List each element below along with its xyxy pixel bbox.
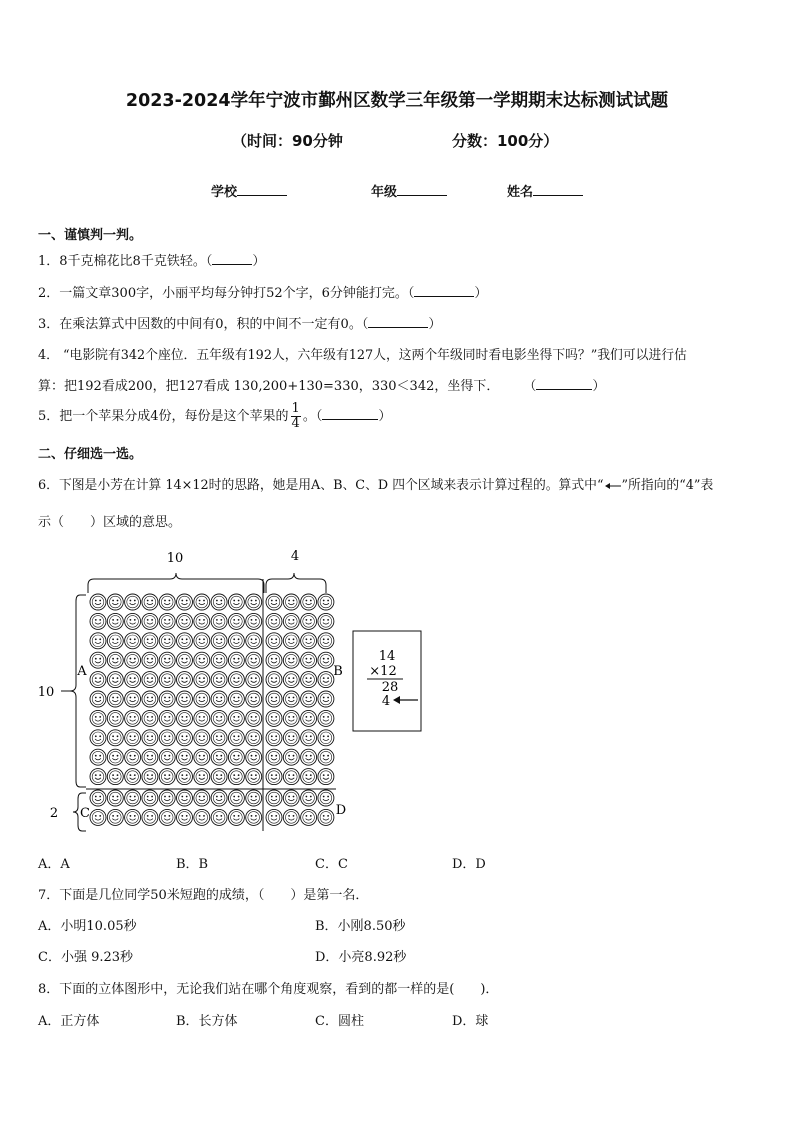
question-4-line2 xyxy=(38,375,605,394)
top-left-label: 10 xyxy=(166,551,184,566)
question-6-line1 xyxy=(38,474,713,493)
smiley-face-icon xyxy=(142,652,158,668)
left-arrow-icon xyxy=(604,481,622,491)
top-right-label: 4 xyxy=(290,549,300,564)
question-5 xyxy=(38,402,391,431)
smiley-face-icon xyxy=(90,749,106,765)
smiley-face-icon xyxy=(142,730,158,746)
smiley-face-icon xyxy=(194,809,210,825)
smiley-face-icon xyxy=(266,790,282,806)
paren-open: （ xyxy=(523,379,537,394)
smiley-face-icon xyxy=(318,809,334,825)
smiley-face-icon xyxy=(318,710,334,726)
smiley-face-icon xyxy=(107,691,123,707)
smiley-face-icon xyxy=(194,769,210,785)
question-6-text: 6．下图是小芳在计算 14×12时的思路，她是用A、B、C、D 四个区域来表示计算过程的。算式中“ xyxy=(38,478,604,493)
smiley-face-icon xyxy=(246,790,262,806)
smiley-face-icon xyxy=(177,790,193,806)
q7-option-b[interactable]: B．小刚8.50秒 xyxy=(315,919,406,934)
smiley-face-icon xyxy=(90,613,106,629)
smiley-face-icon xyxy=(266,809,282,825)
smiley-face-icon xyxy=(301,672,317,688)
smiley-face-icon xyxy=(211,691,227,707)
smiley-face-icon xyxy=(90,672,106,688)
smiley-face-icon xyxy=(90,594,106,610)
calc-partial-2: 4 xyxy=(381,694,391,709)
smiley-face-icon xyxy=(211,672,227,688)
smiley-face-icon xyxy=(107,730,123,746)
smiley-face-icon xyxy=(107,652,123,668)
smiley-face-icon xyxy=(107,710,123,726)
smiley-face-icon xyxy=(90,633,106,649)
name-blank[interactable] xyxy=(533,181,583,196)
exam-time: （时间：90分钟 xyxy=(232,132,343,150)
smiley-face-icon xyxy=(246,710,262,726)
smiley-face-icon xyxy=(283,672,299,688)
smiley-face-icon xyxy=(125,809,141,825)
smiley-face-icon xyxy=(107,633,123,649)
name-label: 姓名 xyxy=(507,185,534,200)
smiley-face-icon xyxy=(283,730,299,746)
smiley-face-icon xyxy=(246,594,262,610)
smiley-face-icon xyxy=(125,691,141,707)
question-4-text: 算：把192看成200，把127看成 130,200+130=330，330＜342，坐得下． xyxy=(38,379,500,394)
smiley-face-icon xyxy=(142,769,158,785)
smiley-face-icon xyxy=(211,769,227,785)
smiley-face-icon xyxy=(246,749,262,765)
smiley-face-icon xyxy=(228,710,244,726)
smiley-face-icon xyxy=(177,809,193,825)
smiley-face-icon xyxy=(177,691,193,707)
smiley-face-icon xyxy=(228,790,244,806)
q6-option-b[interactable]: B．B xyxy=(176,857,209,872)
smiley-face-icon xyxy=(159,790,175,806)
smiley-face-icon xyxy=(228,809,244,825)
region-c-label: C xyxy=(80,806,90,821)
smiley-face-icon xyxy=(228,672,244,688)
q8-option-c[interactable]: C．圆柱 xyxy=(315,1014,364,1029)
smiley-face-icon xyxy=(194,691,210,707)
smiley-face-icon xyxy=(266,672,282,688)
smiley-face-icon xyxy=(266,710,282,726)
smiley-face-icon xyxy=(246,730,262,746)
smiley-face-icon xyxy=(211,809,227,825)
q8-option-d[interactable]: D．球 xyxy=(452,1014,489,1029)
smiley-face-icon xyxy=(107,749,123,765)
smiley-face-icon xyxy=(318,769,334,785)
smiley-face-icon xyxy=(283,790,299,806)
answer-blank-4[interactable] xyxy=(536,377,592,390)
smiley-face-icon xyxy=(159,613,175,629)
question-6-line2: 示（ ）区域的意思。 xyxy=(38,515,182,530)
question-2-text: 2．一篇文章300字，小丽平均每分钟打52个字，6分钟能打完。（ xyxy=(38,286,415,301)
smiley-face-icon xyxy=(142,809,158,825)
smiley-face-icon xyxy=(194,613,210,629)
smiley-face-icon xyxy=(125,710,141,726)
smiley-face-icon xyxy=(246,672,262,688)
answer-blank-2[interactable] xyxy=(414,284,474,297)
smiley-face-icon xyxy=(211,790,227,806)
smiley-grid-figure xyxy=(30,545,430,835)
smiley-face-icon xyxy=(125,790,141,806)
smiley-face-icon xyxy=(125,613,141,629)
smiley-face-icon xyxy=(318,730,334,746)
smiley-face-icon xyxy=(228,613,244,629)
calc-multiplicand: 14 xyxy=(378,649,396,664)
smiley-face-icon xyxy=(177,672,193,688)
smiley-face-icon xyxy=(142,710,158,726)
smiley-face-icon xyxy=(107,809,123,825)
smiley-face-icon xyxy=(159,633,175,649)
question-5-text: 5．把一个苹果分成4份，每份是这个苹果的 xyxy=(38,409,289,424)
smiley-face-icon xyxy=(301,730,317,746)
smiley-face-icon xyxy=(246,691,262,707)
smiley-face-icon xyxy=(318,633,334,649)
question-3 xyxy=(38,313,441,332)
smiley-face-icon xyxy=(142,691,158,707)
smiley-face-icon xyxy=(159,594,175,610)
question-5-post: 。（ xyxy=(302,409,323,424)
smiley-face-icon xyxy=(125,730,141,746)
smiley-face-icon xyxy=(318,652,334,668)
smiley-face-icon xyxy=(194,594,210,610)
smiley-face-icon xyxy=(142,613,158,629)
smiley-face-icon xyxy=(90,652,106,668)
q8-option-a[interactable]: A．正方体 xyxy=(38,1014,100,1029)
smiley-face-icon xyxy=(228,691,244,707)
smiley-face-icon xyxy=(211,749,227,765)
exam-title: 2023-2024学年宁波市鄞州区数学三年级第一学期期末达标测试试题 xyxy=(125,91,669,111)
smiley-face-icon xyxy=(142,790,158,806)
question-3-text: 3．在乘法算式中因数的中间有0，积的中间不一定有0。（ xyxy=(38,317,369,332)
smiley-face-icon xyxy=(159,769,175,785)
smiley-face-icon xyxy=(107,790,123,806)
smiley-face-icon xyxy=(318,613,334,629)
left-arrow-icon xyxy=(393,696,418,704)
grade-blank[interactable] xyxy=(397,181,447,196)
smiley-face-icon xyxy=(228,633,244,649)
smiley-face-icon xyxy=(159,749,175,765)
fraction-numerator: 1 xyxy=(291,401,300,416)
answer-blank-5[interactable] xyxy=(322,407,378,420)
smiley-face-icon xyxy=(301,613,317,629)
question-1-text: 1．8千克棉花比8千克铁轻。（ xyxy=(38,254,213,269)
smiley-face-icon xyxy=(318,594,334,610)
q7-option-a[interactable]: A．小明10.05秒 xyxy=(38,919,137,934)
smiley-face-icon xyxy=(266,594,282,610)
smiley-face-icon xyxy=(194,730,210,746)
smiley-face-icon xyxy=(194,749,210,765)
smiley-face-icon xyxy=(90,710,106,726)
smiley-face-icon xyxy=(301,710,317,726)
smiley-face-icon xyxy=(194,672,210,688)
smiley-face-icon xyxy=(301,769,317,785)
smiley-face-icon xyxy=(283,594,299,610)
smiley-face-icon xyxy=(194,652,210,668)
smiley-face-icon xyxy=(211,710,227,726)
smiley-face-icon xyxy=(107,769,123,785)
smiley-face-icon xyxy=(142,633,158,649)
grade-field[interactable] xyxy=(371,181,447,200)
grade-label: 年级 xyxy=(371,185,398,200)
question-7: 7．下面是几位同学50米短跑的成绩，（ ）是第一名． xyxy=(38,888,369,903)
smiley-face-icon xyxy=(283,809,299,825)
smiley-face-icon xyxy=(107,594,123,610)
smiley-face-icon xyxy=(177,730,193,746)
question-2 xyxy=(38,282,487,301)
smiley-face-icon xyxy=(90,730,106,746)
q6-option-a[interactable]: A．A xyxy=(38,857,70,872)
smiley-face-icon xyxy=(301,749,317,765)
smiley-face-icon xyxy=(90,809,106,825)
smiley-face-icon xyxy=(159,710,175,726)
smiley-face-icon xyxy=(266,613,282,629)
smiley-face-icon xyxy=(246,809,262,825)
fraction-denominator: 4 xyxy=(291,416,300,431)
smiley-face-icon xyxy=(301,691,317,707)
smiley-face-icon xyxy=(301,790,317,806)
question-6-text-b: ”所指向的“4”表 xyxy=(621,478,714,493)
school-field[interactable] xyxy=(211,181,287,200)
smiley-face-icon xyxy=(266,652,282,668)
school-blank[interactable] xyxy=(237,181,287,196)
smiley-face-icon xyxy=(246,633,262,649)
left-big-label: 10 xyxy=(37,685,55,700)
smiley-face-icon xyxy=(125,633,141,649)
q8-option-b[interactable]: B．长方体 xyxy=(176,1014,238,1029)
smiley-face-icon xyxy=(142,672,158,688)
smiley-face-icon xyxy=(266,749,282,765)
smiley-face-icon xyxy=(159,809,175,825)
region-b-label: B xyxy=(333,664,343,679)
calc-partial-1: 28 xyxy=(381,680,399,695)
paren-close: ） xyxy=(378,409,392,424)
smiley-face-icon xyxy=(177,710,193,726)
left-small-label: 2 xyxy=(49,806,59,821)
smiley-face-icon xyxy=(90,790,106,806)
question-4-line1: 4． “电影院有342个座位．五年级有192人，六年级有127人，这两个年级同时看电影坐得下吗？”我们可以进行估 xyxy=(38,348,687,363)
question-1 xyxy=(38,250,265,269)
q6-option-d[interactable]: D．D xyxy=(452,857,486,872)
smiley-face-icon xyxy=(301,633,317,649)
q6-option-c[interactable]: C．C xyxy=(315,857,348,872)
smiley-face-icon xyxy=(283,613,299,629)
smiley-face-icon xyxy=(194,790,210,806)
paren-close: ） xyxy=(592,379,606,394)
q7-option-d[interactable]: D．小亮8.92秒 xyxy=(315,950,407,965)
smiley-face-icon xyxy=(228,749,244,765)
smiley-face-icon xyxy=(211,633,227,649)
smiley-face-icon xyxy=(246,613,262,629)
smiley-face-icon xyxy=(90,769,106,785)
smiley-face-icon xyxy=(246,769,262,785)
smiley-face-icon xyxy=(283,633,299,649)
smiley-face-icon xyxy=(228,769,244,785)
smiley-face-icon xyxy=(159,652,175,668)
smiley-face-icon xyxy=(211,594,227,610)
smiley-face-icon xyxy=(177,633,193,649)
smiley-face-icon xyxy=(142,594,158,610)
smiley-face-icon xyxy=(107,672,123,688)
smiley-face-icon xyxy=(142,749,158,765)
top-right-brace xyxy=(266,573,326,593)
smiley-face-icon xyxy=(228,652,244,668)
smiley-face-icon xyxy=(318,749,334,765)
smiley-face-icon xyxy=(177,613,193,629)
answer-blank-3[interactable] xyxy=(368,315,428,328)
smiley-face-icon xyxy=(125,769,141,785)
smiley-face-icon xyxy=(159,730,175,746)
left-big-brace xyxy=(70,595,86,787)
smiley-face-icon xyxy=(283,769,299,785)
smiley-face-icon xyxy=(266,730,282,746)
smiley-grid xyxy=(90,594,334,825)
smiley-face-icon xyxy=(177,652,193,668)
smiley-face-icon xyxy=(125,672,141,688)
smiley-face-icon xyxy=(90,691,106,707)
question-8: 8．下面的立体图形中，无论我们站在哪个角度观察，看到的都一样的是( )． xyxy=(38,982,499,997)
smiley-face-icon xyxy=(211,652,227,668)
smiley-face-icon xyxy=(177,749,193,765)
calc-multiplier: ×12 xyxy=(369,664,397,679)
smiley-face-icon xyxy=(194,633,210,649)
smiley-face-icon xyxy=(211,613,227,629)
smiley-face-icon xyxy=(283,710,299,726)
smiley-face-icon xyxy=(125,594,141,610)
smiley-face-icon xyxy=(246,652,262,668)
exam-score: 分数：100分） xyxy=(452,132,559,150)
smiley-face-icon xyxy=(228,594,244,610)
smiley-face-icon xyxy=(318,672,334,688)
paren-close: ） xyxy=(252,254,266,269)
paren-close: ） xyxy=(428,317,442,332)
region-d-label: D xyxy=(335,803,347,818)
region-a-label: A xyxy=(77,664,87,679)
section1-heading: 一、谨慎判一判。 xyxy=(38,228,143,243)
smiley-face-icon xyxy=(194,710,210,726)
smiley-face-icon xyxy=(301,594,317,610)
name-field[interactable] xyxy=(507,181,583,200)
section2-heading: 二、仔细选一选。 xyxy=(38,447,143,462)
smiley-face-icon xyxy=(211,730,227,746)
top-left-brace xyxy=(88,573,264,593)
smiley-face-icon xyxy=(301,652,317,668)
smiley-face-icon xyxy=(125,749,141,765)
q7-option-c[interactable]: C．小强 9.23秒 xyxy=(38,950,134,965)
answer-blank-1[interactable] xyxy=(212,252,252,265)
fraction-one-quarter xyxy=(291,402,301,431)
smiley-face-icon xyxy=(266,691,282,707)
smiley-face-icon xyxy=(266,769,282,785)
smiley-face-icon xyxy=(301,809,317,825)
smiley-face-icon xyxy=(125,652,141,668)
smiley-face-icon xyxy=(283,652,299,668)
smiley-face-icon xyxy=(283,691,299,707)
smiley-face-icon xyxy=(159,691,175,707)
smiley-face-icon xyxy=(318,691,334,707)
smiley-face-icon xyxy=(318,790,334,806)
smiley-face-icon xyxy=(283,749,299,765)
smiley-face-icon xyxy=(266,633,282,649)
smiley-face-icon xyxy=(107,613,123,629)
school-label: 学校 xyxy=(211,185,238,200)
paren-close: ） xyxy=(474,286,488,301)
smiley-face-icon xyxy=(159,672,175,688)
smiley-face-icon xyxy=(228,730,244,746)
smiley-face-icon xyxy=(177,594,193,610)
smiley-face-icon xyxy=(177,769,193,785)
